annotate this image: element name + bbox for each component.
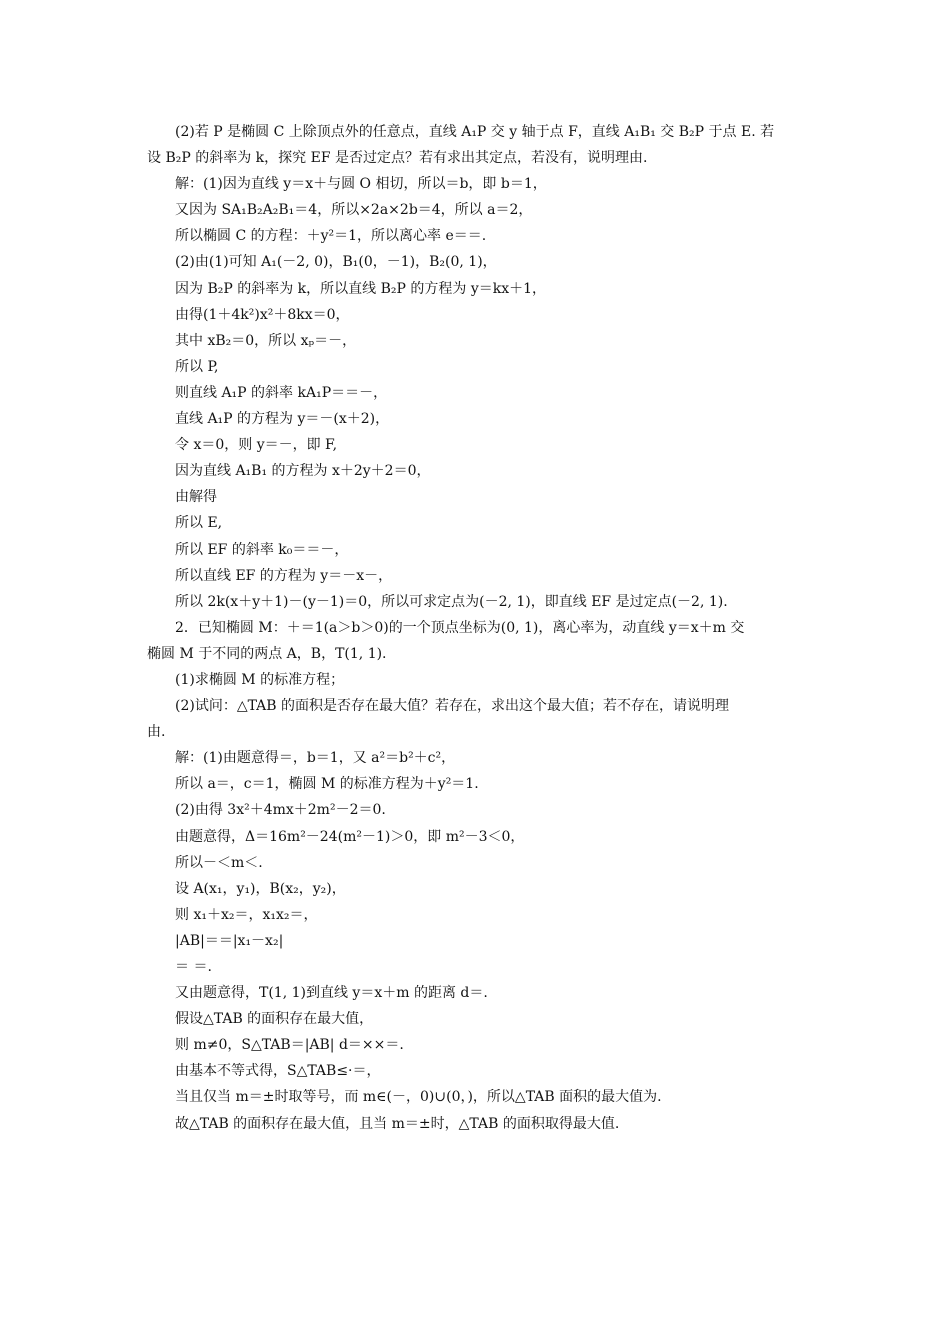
text-line: |AB|＝＝|x₁－x₂| [175,932,284,949]
text-line: (1)求椭圆 M 的标准方程； [175,671,345,688]
text-line: 解：(1)因为直线 y＝x＋与圆 O 相切，所以＝b，即 b＝1， [175,176,547,193]
text-line: 所以直线 EF 的方程为 y＝－x－， [175,567,393,584]
text-line: ＝ ＝. [175,959,212,975]
text-line: 则 x₁＋x₂＝，x₁x₂＝， [175,906,318,923]
text-line: 因为直线 A₁B₁ 的方程为 x＋2y＋2＝0， [175,463,431,480]
text-line: 则 m≠0，S△TAB＝|AB| d＝××＝. [175,1037,404,1054]
text-line: 又由题意得，T(1, 1)到直线 y＝x＋m 的距离 d＝. [175,985,488,1002]
text-line: 所以 P, [175,358,219,375]
text-line: 因为 B₂P 的斜率为 k，所以直线 B₂P 的方程为 y＝kx＋1， [175,280,547,297]
text-line: 所以－＜m＜. [175,854,263,871]
text-line: 当且仅当 m＝±时取等号，而 m∈(－，0)∪(0，)，所以△TAB 面积的最大值为. [175,1089,662,1106]
text-line: 则直线 A₁P 的斜率 kA₁P＝＝－， [175,384,388,401]
text-line: 设 B₂P 的斜率为 k，探究 EF 是否过定点？若有求出其定点，若没有，说明理由. [147,150,648,167]
text-line: 假设△TAB 的面积存在最大值， [175,1011,374,1028]
text-line: 所以 2k(x＋y＋1)－(y－1)＝0，所以可求定点为(－2, 1)，即直线 EF 是过定点(－2, 1). [175,593,728,610]
text-line: 设 A(x₁，y₁)，B(x₂，y₂)， [175,880,346,897]
text-line: 由解得 [175,489,217,506]
text-line: 令 x＝0，则 y＝－，即 F, [175,437,338,454]
text-line: (2)由(1)可知 A₁(－2, 0)，B₁(0，－1)，B₂(0, 1)， [175,254,497,271]
text-line: (2)若 P 是椭圆 C 上除顶点外的任意点，直线 A₁P 交 y 轴于点 F，直线 A₁B₁ 交 B₂P 于点 E. 若 [175,124,775,140]
text-line: 故△TAB 的面积存在最大值，且当 m＝±时，△TAB 的面积取得最大值. [175,1115,620,1132]
text-line: 又因为 SA₁B₂A₂B₁＝4，所以×2a×2b＝4，所以 a＝2， [175,202,533,219]
text-line: 所以 E, [175,515,223,532]
text-line: (2)由得 3x²＋4mx＋2m²－2＝0. [175,802,386,819]
text-line: (2)试问：△TAB 的面积是否存在最大值？若存在，求出这个最大值；若不存在，请说明理 [175,698,730,715]
text-line: 直线 A₁P 的方程为 y＝－(x＋2)， [175,411,390,428]
text-line: 所以 a＝，c＝1，椭圆 M 的标准方程为＋y²＝1. [175,776,479,793]
text-line: 解：(1)由题意得＝，b＝1，又 a²＝b²＋c²， [175,750,456,767]
text-line: 所以椭圆 C 的方程：＋y²＝1，所以离心率 e＝＝. [175,228,487,245]
text-line: 椭圆 M 于不同的两点 A，B，T(1, 1). [147,645,387,662]
text-line: 其中 xB₂＝0，所以 xₚ＝－， [175,332,357,349]
text-line: 所以 EF 的斜率 k₀＝＝－， [175,541,349,558]
text-line: 由得(1＋4k²)x²＋8kx＝0， [175,306,350,323]
document-body [147,119,827,1137]
text-line: 由. [147,724,166,741]
text-line: 由基本不等式得，S△TAB≤·＝， [175,1063,381,1080]
text-line: 由题意得，Δ＝16m²－24(m²－1)＞0，即 m²－3＜0， [175,828,525,845]
text-line: 2．已知椭圆 M：＋＝1(a＞b＞0)的一个顶点坐标为(0, 1)，离心率为，动直线 y＝x＋m 交 [175,619,745,636]
